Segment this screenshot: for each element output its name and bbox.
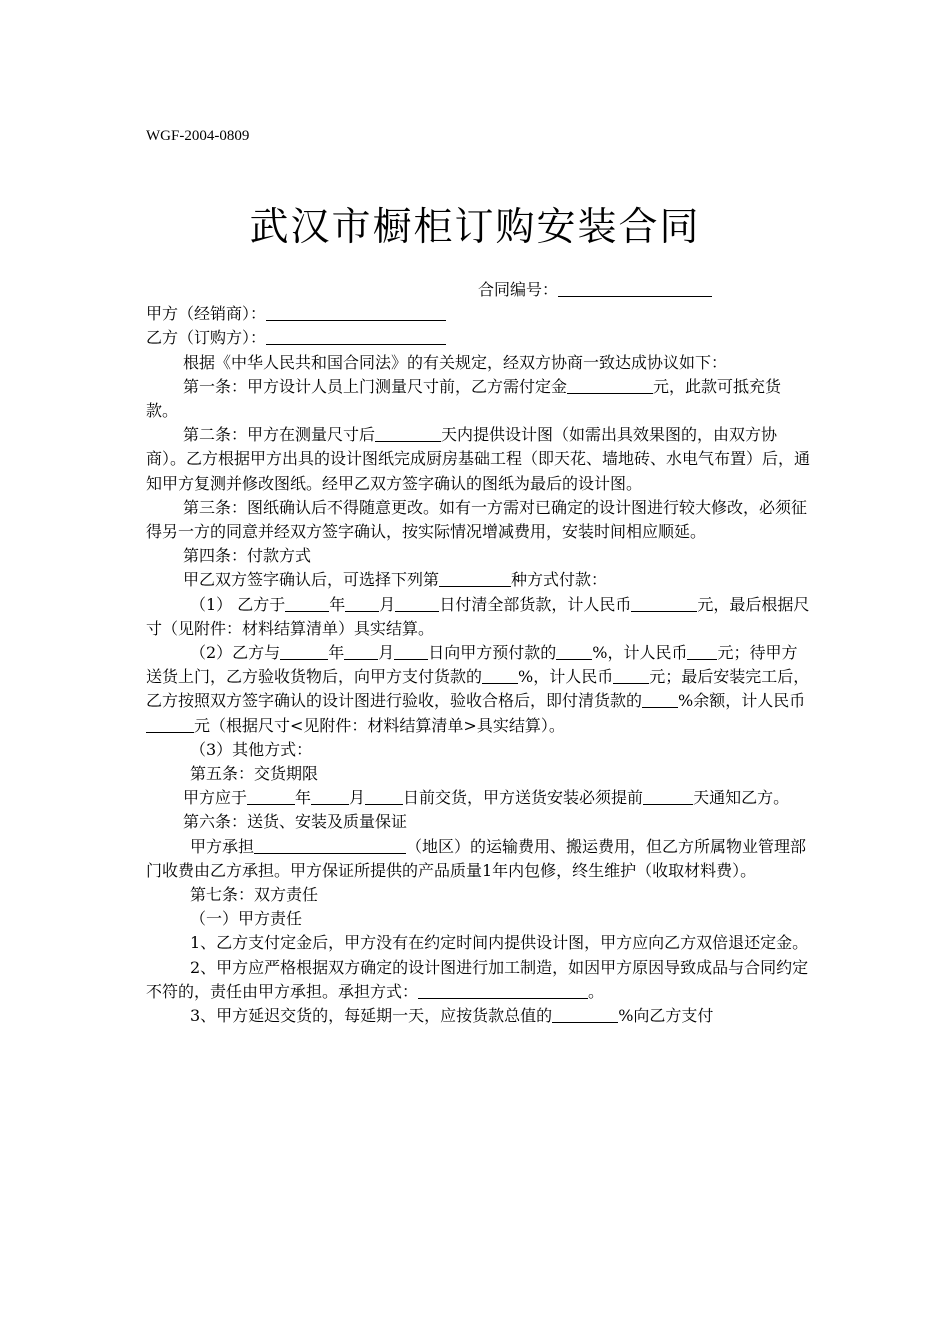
o2-month-blank[interactable] [344,643,378,660]
a6-region-blank[interactable] [254,837,406,854]
o2-day-blank[interactable] [394,643,428,660]
payment-option-blank[interactable] [439,570,511,587]
article-3: 第三条：图纸确认后不得随意更改。如有一方需对已确定的设计图进行较大修改，必须征得另一方的同意并经双方签字确认，按实际情况增减费用，安装时间相应顺延。 [146,497,808,542]
party-b-line: 乙方（订购方）： [146,326,810,350]
o2-balance-amount-blank[interactable] [146,716,194,733]
intro-paragraph: 根据《中华人民共和国合同法》的有关规定，经双方协商一致达成协议如下： [183,352,728,372]
a5-month-blank[interactable] [311,788,349,805]
article-5-body: 甲方应于 年 月 日前交货，甲方送货安装必须提前 天通知乙方。 [183,788,790,808]
document-code: WGF-2004-0809 [146,128,250,144]
article-4-choice: 甲乙双方签字确认后，可选择下列第 种方式付款： [183,570,608,590]
responsibility-1: 1、乙方支付定金后，甲方没有在约定时间内提供设计图，甲方应向乙方双倍退还定金。 [190,933,809,953]
party-b-blank[interactable] [266,328,446,345]
o2-year-blank[interactable] [280,643,328,660]
responsibility-3: 3、甲方延迟交货的，每延期一天，应按货款总值的 %向乙方支付 [190,1006,714,1026]
article-5-title: 第五条：交货期限 [190,764,319,784]
deposit-blank[interactable] [567,377,653,394]
a5-notice-days-blank[interactable] [643,788,693,805]
a5-year-blank[interactable] [247,788,295,805]
article-1: 第一条：甲方设计人员上门测量尺寸前，乙方需付定金 元，此款可抵充货款。 [146,376,782,421]
responsibility-2: 2、甲方应严格根据双方确定的设计图进行加工制造，如因甲方原因导致成品与合同约定不符的，责任由甲方承担。承担方式： 。 [146,957,809,1001]
o2-prepay-percent-blank[interactable] [556,643,592,660]
r2-method-blank[interactable] [418,982,588,999]
article-2: 第二条：甲方在测量尺寸后 天内提供设计图（如需出具效果图的，由双方协商）。乙方根据甲方出具的设计图纸完成厨房基础工程（即天花、墙地砖、水电气布置）后，通知甲方复测并修改图纸。经甲乙双方签字确认的图纸为最后的设计图。 [146,425,811,493]
o1-day-blank[interactable] [395,595,439,612]
article-7-title: 第七条：双方责任 [190,885,319,905]
o1-amount-blank[interactable] [631,595,697,612]
o2-delivery-percent-blank[interactable] [482,667,518,684]
a5-day-blank[interactable] [365,788,403,805]
contract-number-blank[interactable] [558,280,712,297]
contract-body [146,278,810,1028]
o1-year-blank[interactable] [285,595,329,612]
payment-option-2: （2）乙方与 年 月 日向甲方预付款的 %，计人民币 元；待甲方送货上门，乙方验收货物后，向甲方支付货款的 %，计人民币 元；最后安装完工后，乙方按照双方签字确认的设计图进行验收，验收合格后，即付清货款的 %余额，计人民币元（根据尺寸<见附件：材料结算清单>具实结算）。 [146,643,810,735]
o2-prepay-amount-blank[interactable] [687,643,717,660]
contract-number-line: 合同编号： [146,278,810,302]
article-7-party-a-heading: （一）甲方责任 [190,909,303,929]
article-6-title: 第六条：送货、安装及质量保证 [183,812,408,832]
payment-option-3: （3）其他方式： [190,739,313,759]
article-6-body: 甲方承担 （地区）的运输费用、搬运费用，但乙方所属物业管理部门收费由乙方承担。甲方保证所提供的产品质量1年内包修，终生维护（收取材料费）。 [146,836,807,880]
design-days-blank[interactable] [375,425,441,442]
o1-month-blank[interactable] [345,595,379,612]
contract-title: 武汉市橱柜订购安装合同 [249,205,701,250]
party-a-line: 甲方（经销商）： [146,302,810,326]
o2-balance-percent-blank[interactable] [642,691,678,708]
party-a-blank[interactable] [266,304,446,321]
article-4-title: 第四条：付款方式 [183,546,312,566]
r3-penalty-percent-blank[interactable] [552,1006,618,1023]
o2-delivery-amount-blank[interactable] [613,667,649,684]
payment-option-1: （1） 乙方于 年 月 日付清全部货款，计人民币 元，最后根据尺寸（见附件：材料结算清单）具实结算。 [146,594,810,638]
